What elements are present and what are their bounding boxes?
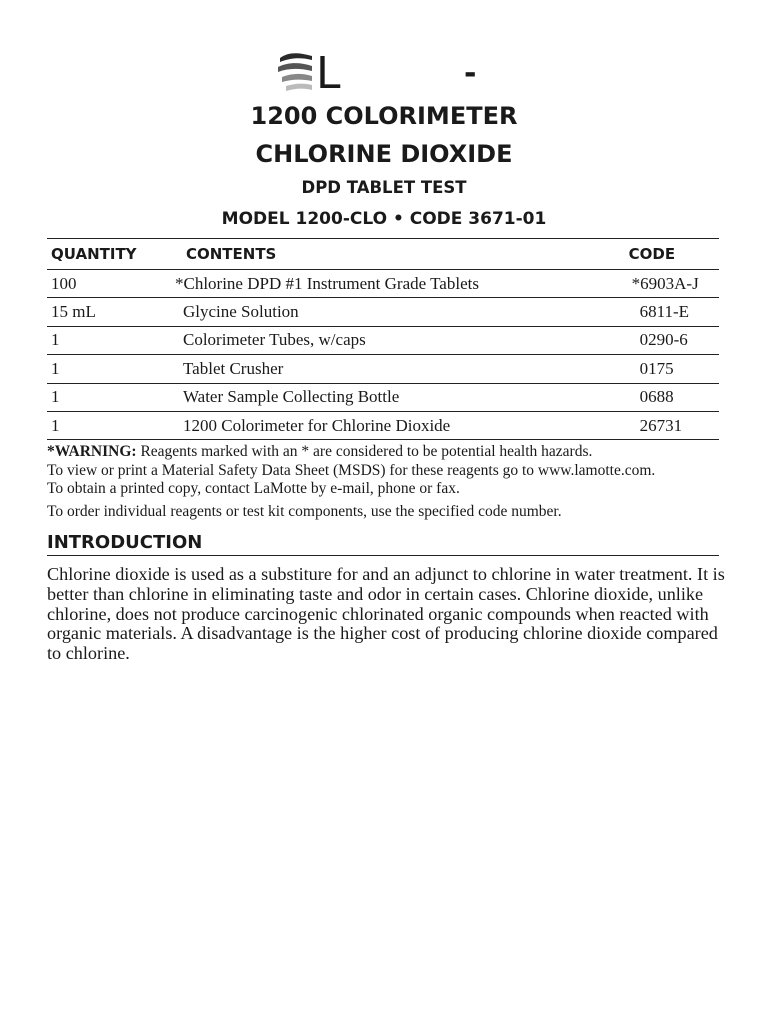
contents-table: [47, 238, 719, 440]
title-line-1: 1200 COLORIMETER: [250, 102, 518, 130]
row-contents: *Chlorine DPD #1 Instrument Grade Tablets: [173, 270, 629, 298]
row-code: 0175: [629, 355, 719, 383]
warning-note: [47, 443, 737, 462]
notes-block: [47, 443, 737, 521]
row-code: 0290-6: [629, 326, 719, 354]
msds-note: To view or print a Material Safety Data Sheet (MSDS) for these reagents go to www.lamotte.com.: [47, 461, 656, 479]
introduction-paragraph: Chlorine dioxide is used as a substiture for and an adjunct to chlorine in water treatment. It is better than chlorine in eliminating taste and odor in certain cases. Chlorine dioxide, unlike chlorine, does not produce carcinogenic chlorinated organic compounds when reacted with organic materials. A disadvantage is the higher cost of producing chlorine dioxide compared to chlorine.: [47, 564, 725, 664]
row-quantity: 100: [47, 270, 173, 298]
model-code-line: MODEL 1200-CLO • CODE 3671-01: [221, 209, 547, 229]
table-row: [47, 355, 719, 383]
wave-logo-icon: [278, 50, 314, 94]
row-contents: Water Sample Collecting Bottle: [173, 383, 629, 411]
logo-letter: L: [316, 48, 341, 99]
title-line-2: CHLORINE DIOXIDE: [255, 140, 513, 168]
title-line-3: DPD TABLET TEST: [301, 178, 467, 197]
table-row: [47, 326, 719, 354]
table-row: [47, 383, 719, 411]
introduction-heading: INTRODUCTION: [47, 530, 719, 556]
row-quantity: 1: [47, 355, 173, 383]
row-quantity: 1: [47, 326, 173, 354]
logo-dash: -: [464, 56, 477, 91]
order-note: To order individual reagents or test kit components, use the specified code number.: [47, 502, 562, 520]
row-contents: 1200 Colorimeter for Chlorine Dioxide: [173, 411, 629, 439]
table-header-row: [47, 239, 719, 270]
table-row: [47, 298, 719, 326]
row-quantity: 15 mL: [47, 298, 173, 326]
row-code: *6903A-J: [629, 270, 719, 298]
table-row: [47, 411, 719, 439]
lamotte-logo: [278, 50, 498, 100]
row-contents: Tablet Crusher: [173, 355, 629, 383]
printed-copy-note: To obtain a printed copy, contact LaMotte by e-mail, phone or fax.: [47, 480, 460, 497]
row-quantity: 1: [47, 383, 173, 411]
row-code: 0688: [629, 383, 719, 411]
row-code: 26731: [629, 411, 719, 439]
quantity-header: QUANTITY: [47, 239, 173, 270]
row-quantity: 1: [47, 411, 173, 439]
warning-text: Reagents marked with an * are considered to be potential health hazards.: [136, 443, 593, 460]
contents-header: CONTENTS: [173, 239, 629, 270]
row-code: 6811-E: [629, 298, 719, 326]
warning-label: *WARNING:: [47, 443, 137, 460]
row-contents: Colorimeter Tubes, w/caps: [173, 326, 629, 354]
code-header: CODE: [629, 239, 719, 270]
row-contents: Glycine Solution: [173, 298, 629, 326]
table-row: [47, 270, 719, 298]
